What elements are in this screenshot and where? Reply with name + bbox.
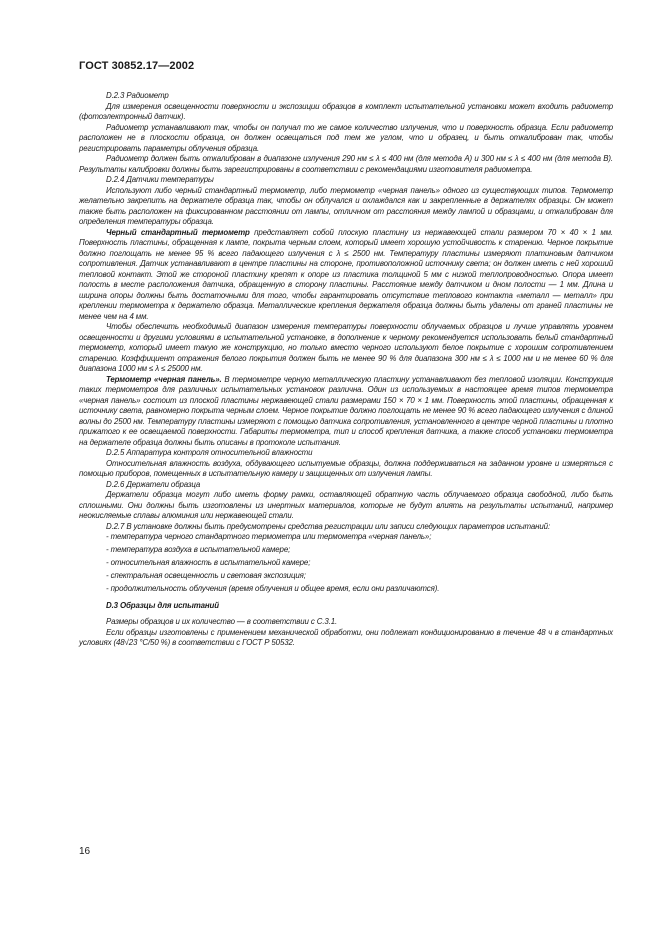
- paragraph: Размеры образцов и их количество — в соответствии с С.3.1.: [106, 617, 338, 626]
- paragraph: Используют либо черный стандартный термометр, либо термометр «черная панель» одного из существующих типов. Термометр желательно закрепить на держателе образца так, чтобы он облучался и охлаждался как и закрепленные в держателях образцы. Он может также быть расположен на фиксированном расстоянии от лампы, отличном от расстояния между лампой и образцами, и откалиброван для определения температуры образца.: [79, 185, 613, 226]
- paragraph: Относительная влажность воздуха, обдувающего испытуемые образцы, должна поддерживаться на заданном уровне и измеряться с помощью приборов, помещенных в испытательную камеру и защищенных от излучения лампы.: [79, 458, 613, 478]
- document-body: [79, 91, 613, 649]
- section-d26-title: D.2.6 Держатели образца: [106, 479, 201, 489]
- paragraph-text: представляет собой плоскую пластину из нержавеющей стали размером 70 × 40 × 1 мм. Поверхность пластины, обращенная к лампе, покрыта черным слоем, который имеет хорошую устойчивость к старению. Черное покрытие должно поглощать не менее 95 % всего падающего излучения с λ ≤ 2500 нм. Температуру пластины измеряют платиновым датчиком сопротивления. Датчик устанавливают в центре пластины на стороне, противоположной источнику света; он должен иметь с ней хороший тепловой контакт. Этой же стороной пластину крепят к опоре из пластика толщиной 5 мм с низкой теплопроводностью. Опора имеет полость в месте расположения датчика, обращенную в сторону пластины. Расстояние между датчиком и дном полости — 1 мм. Длина и ширина опоры должны быть достаточными для того, чтобы гарантировать отсутствие теплового контакта «металл — металл» при креплении термометра к держателю образца. Металлические крепления держателя образца должны быть удалены от граней пластины не менее чем на 4 мм.: [79, 227, 613, 321]
- page-number: 16: [79, 846, 91, 857]
- list-item: - спектральная освещенность и световая экспозиция;: [106, 571, 306, 580]
- document-header: ГОСТ 30852.17—2002: [79, 60, 195, 72]
- paragraph: Если образцы изготовлены с применением механической обработки, они подлежат кондиционированию в течение 48 ч в стандартных условиях (48√23 °С/50 %) в соответствии с ГОСТ Р 50532.: [79, 627, 613, 647]
- paragraph-text: В термометре черную металлическую пластину устанавливают без тепловой изоляции. Конструкция таких термометров для различных испытательных установок различна. Один из используемых в настоящее время типов термометра «черная панель» состоит из плоской пластины нержавеющей стали размерами 150 × 70 × 1 мм. Поверхность этой пластины, обращенная к источнику света, равномерно покрыта черным слоем. Черное покрытие должно поглощать не менее 90 % всего падающего излучения с длиной волны до 2500 нм. Температуру пластины измеряют с помощью датчика сопротивления, установленного в центре черной пластины и плотно прижатого к ее освещаемой поверхности. Габариты термометра, тип и способ крепления датчика, а также способ установки термометра на держателе образца должны быть описаны в протоколе испытания.: [79, 374, 613, 447]
- paragraph: Радиометр устанавливают так, чтобы он получал то же самое количество излучения, что и поверхность образца. Если радиометр расположен не в плоскости образца, он должен освещаться под тем же углом, что и образец, и быть откалиброван так, чтобы регистрировать параметры облучения образца.: [79, 122, 613, 153]
- paragraph-black-standard-thermometer: [79, 228, 613, 323]
- list-item: - температура воздуха в испытательной камере;: [106, 545, 291, 554]
- list-item: - температура черного стандартного термометра или термометра «черная панель»;: [106, 532, 432, 541]
- term-black-standard-thermometer: Черный стандартный термометр: [106, 227, 250, 237]
- paragraph: Чтобы обеспечить необходимый диапазон измерения температуры поверхности облучаемых образцов и лучше управлять уровнем освещенности и другими условиями в испытательной установке, в дополнение к черному рекомендуется использовать белый стандартный термометр, который имеет такую же конструкцию, но только вместо черного используют белое покрытие с хорошим сопротивлением старению. Коэффициент отражения белого покрытия должен быть не менее 90 % для диапазона 300 нм ≤ λ ≤ 1000 нм и не менее 60 % для диапазона 1000 нм ≤ λ ≤ 25000 нм.: [79, 322, 613, 373]
- section-d24-title: D.2.4 Датчики температуры: [106, 175, 214, 184]
- list-item: - продолжительность облучения (время облучения и общее время, если они различаются).: [106, 584, 440, 593]
- paragraph-black-panel-thermometer: [79, 375, 613, 449]
- list-item: - относительная влажность в испытательной камере;: [106, 558, 311, 567]
- section-d25-title: D.2.5 Аппаратура контроля относительной влажности: [106, 448, 313, 457]
- parameter-list: [79, 532, 613, 595]
- section-d27-intro: D.2.7 В установке должны быть предусмотрены средства регистрации или записи следующих параметров испытаний:: [106, 521, 551, 531]
- term-black-panel-thermometer: Термометр «черная панель».: [106, 374, 222, 384]
- section-d23-title: D.2.3 Радиометр: [106, 91, 169, 100]
- paragraph: Для измерения освещенности поверхности и экспозиции образцов в комплект испытательной установки может входить радиометр (фотоэлектронный датчик).: [79, 101, 613, 121]
- paragraph: Держатели образца могут либо иметь форму рамки, оставляющей обратную часть облучаемого образца свободной, либо быть сплошными. Они должны быть изготовлены из инертных материалов, которые не будут влиять на результаты испытаний, например неокисляемые сплавы алюминия или нержавеющей стали.: [79, 490, 613, 520]
- section-d3-title: D.3 Образцы для испытаний: [106, 600, 219, 610]
- paragraph: Радиометр должен быть откалиброван в диапазоне излучения 290 нм ≤ λ ≤ 400 нм (для метода А) и 300 нм ≤ λ ≤ 400 нм (для метода В). Результаты калибровки должны быть зарегистрированы в соответствии с рекомендациями изготовителя радиометра.: [79, 154, 613, 174]
